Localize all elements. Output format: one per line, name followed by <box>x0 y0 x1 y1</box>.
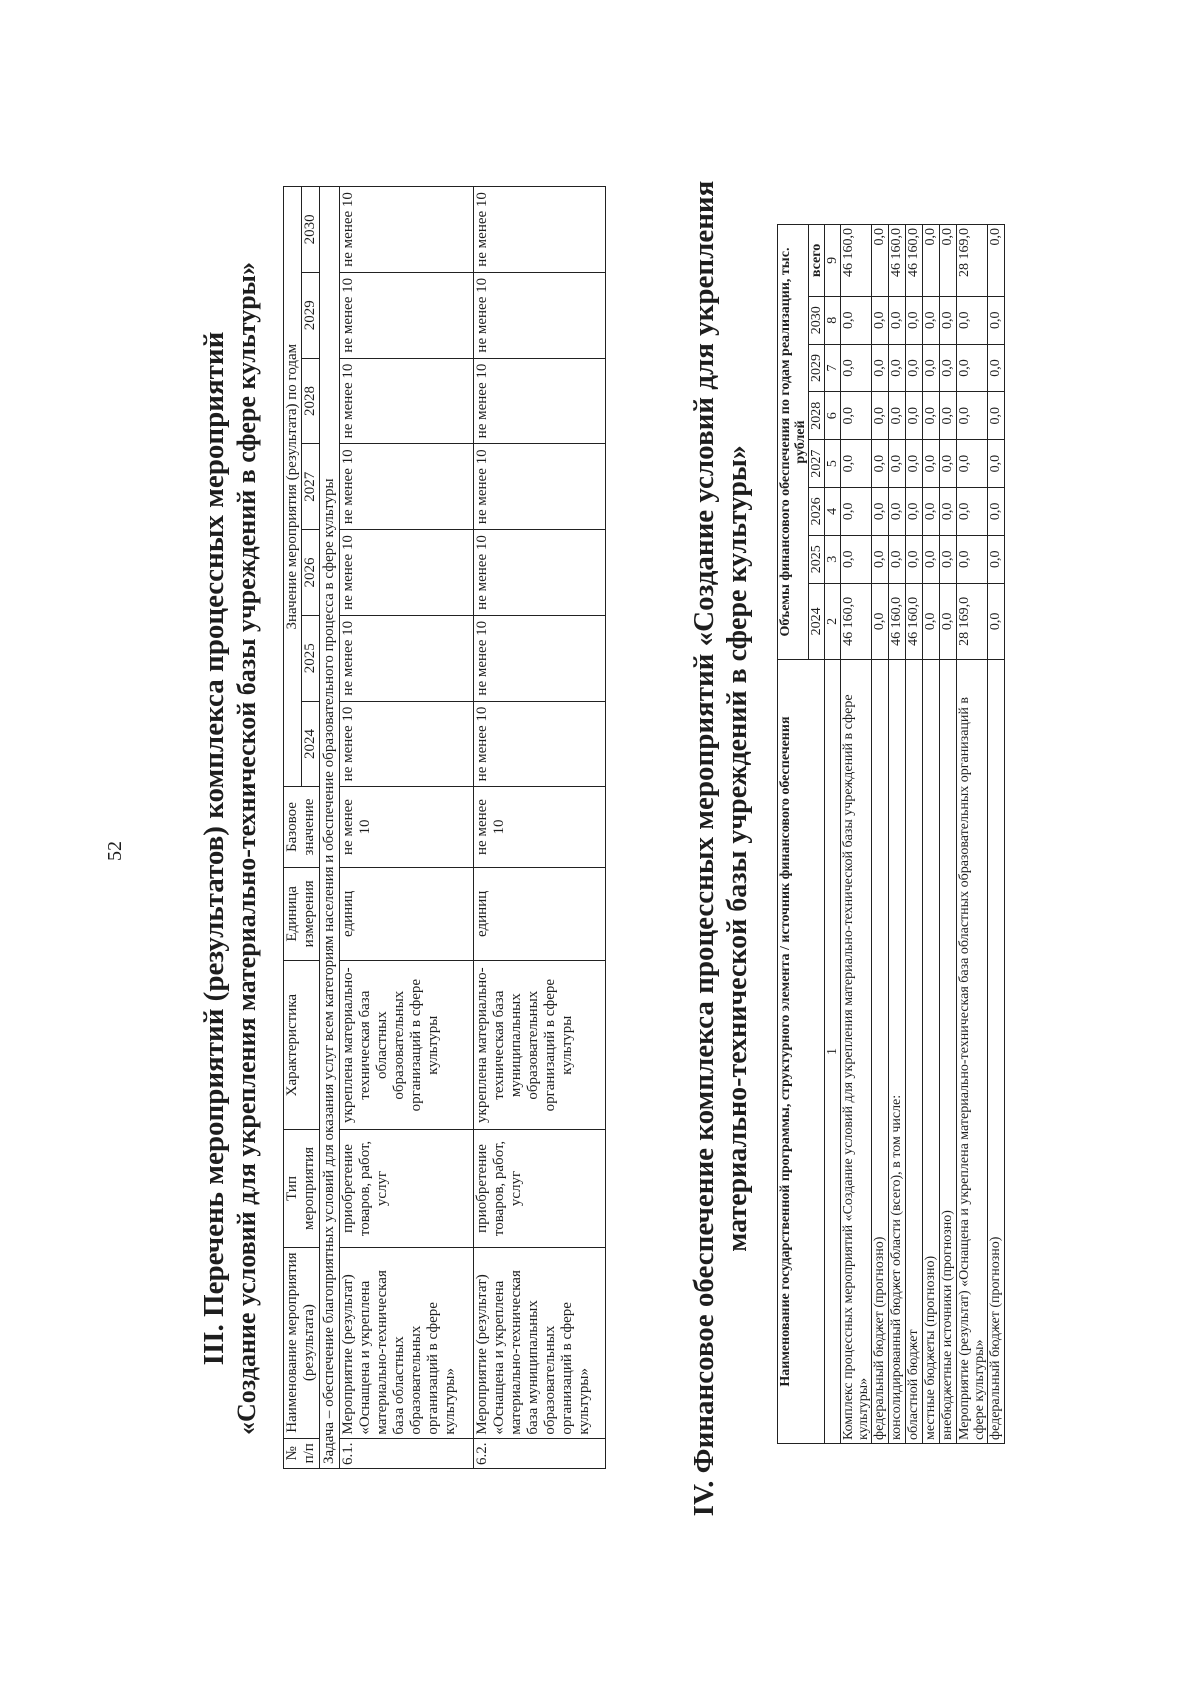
fin-value: 0,0 <box>841 440 872 488</box>
header-year: 2024 <box>302 701 320 787</box>
header-year: 2024 <box>809 583 825 659</box>
section4-subtitle: материально-технической базы учреждений в сфере культуры» <box>722 445 753 1252</box>
results-table <box>283 186 606 1469</box>
fin-row-name: федеральный бюджет (прогнозно) <box>988 660 1005 1444</box>
header-num: № п/п <box>284 1438 320 1468</box>
section3-subtitle: «Создание условий для укрепления материально-технической базы учреждений в сфере культуры» <box>232 262 261 1435</box>
fin-value: 0,0 <box>906 535 923 583</box>
fin-value: 0,0 <box>957 296 988 344</box>
row-num: 6.1. <box>340 1438 474 1468</box>
header-characteristic: Характеристика <box>284 961 320 1130</box>
col-number: 4 <box>825 487 841 535</box>
header-year: 2027 <box>302 444 320 530</box>
col-number: 2 <box>825 583 841 659</box>
fin-value: 0,0 <box>872 392 889 440</box>
fin-total: 0,0 <box>940 225 957 297</box>
fin-value: 0,0 <box>988 583 1005 659</box>
fin-value: 0,0 <box>872 487 889 535</box>
row-num: 6.2. <box>474 1438 606 1468</box>
fin-value: 0,0 <box>872 344 889 392</box>
row-characteristic: укреплена материально-техническая база муниципальных образовательных организаций в сфере культуры <box>474 961 606 1130</box>
fin-row-name: внебюджетные источники (прогнозно) <box>940 660 957 1444</box>
fin-value: 0,0 <box>923 344 940 392</box>
header-year: 2026 <box>809 487 825 535</box>
header-unit: Единица измерения <box>284 867 320 960</box>
fin-value: 46 160,0 <box>841 583 872 659</box>
fin-value: 0,0 <box>906 440 923 488</box>
fin-value: 46 160,0 <box>889 583 906 659</box>
fin-value: 0,0 <box>923 535 940 583</box>
fin-row-name: федеральный бюджет (прогнозно) <box>872 660 889 1444</box>
fin-value: 0,0 <box>957 344 988 392</box>
row-value: не менее 10 <box>474 530 606 616</box>
fin-total: 46 160,0 <box>889 225 906 297</box>
fin-value: 0,0 <box>940 440 957 488</box>
fin-value: 0,0 <box>957 487 988 535</box>
fin-value: 0,0 <box>872 535 889 583</box>
fin-value: 0,0 <box>841 296 872 344</box>
row-value: не менее 10 <box>474 444 606 530</box>
fin-value: 0,0 <box>923 440 940 488</box>
header-year: 2030 <box>302 187 320 273</box>
fin-value: 0,0 <box>988 344 1005 392</box>
row-characteristic: укреплена материально-техническая база областных образовательных организаций в сфере культуры <box>340 961 474 1130</box>
row-value: не менее 10 <box>474 701 606 787</box>
fin-value: 28 169,0 <box>957 583 988 659</box>
row-value: не менее 10 <box>474 187 606 273</box>
row-value: не менее 10 <box>474 615 606 701</box>
fin-value: 0,0 <box>889 535 906 583</box>
fin-value: 0,0 <box>889 296 906 344</box>
page-number: 52 <box>104 841 126 861</box>
row-name: Мероприятие (результат) «Оснащена и укреплена материально-техническая база муниципальных образовательных организаций в сфере культуры» <box>474 1247 606 1438</box>
fin-value: 0,0 <box>940 392 957 440</box>
header-year: 2029 <box>809 344 825 392</box>
fin-value: 0,0 <box>940 535 957 583</box>
fin-value: 0,0 <box>923 487 940 535</box>
fin-value: 0,0 <box>957 535 988 583</box>
fin-total: 28 169,0 <box>957 225 988 297</box>
row-value: не менее 10 <box>474 272 606 358</box>
row-unit: единиц <box>340 867 474 960</box>
row-value: не менее 10 <box>340 615 474 701</box>
row-value: не менее 10 <box>340 701 474 787</box>
fin-value: 0,0 <box>988 440 1005 488</box>
col-number: 6 <box>825 392 841 440</box>
fin-value: 0,0 <box>841 392 872 440</box>
fin-value: 0,0 <box>872 296 889 344</box>
fin-row-name: консолидированный бюджет области (всего), в том числе: <box>889 660 906 1444</box>
header-year: 2025 <box>809 535 825 583</box>
fin-total: 0,0 <box>923 225 940 297</box>
fin-value: 0,0 <box>889 487 906 535</box>
fin-value: 0,0 <box>906 296 923 344</box>
header-year: 2029 <box>302 272 320 358</box>
section3-title: III. Перечень мероприятий (результатов) комплекса процессных мероприятий <box>198 331 230 1366</box>
header-base: Базовое значение <box>284 787 320 867</box>
row-base: не менее 10 <box>340 787 474 867</box>
fin-value: 0,0 <box>906 392 923 440</box>
fin-value: 0,0 <box>872 440 889 488</box>
row-base: не менее 10 <box>474 787 606 867</box>
col-number: 1 <box>825 660 841 1444</box>
fin-value: 0,0 <box>906 344 923 392</box>
header-name: Наименование государственной программы, структурного элемента / источник финансового обеспечения <box>778 660 825 1444</box>
fin-value: 0,0 <box>988 296 1005 344</box>
header-year: 2027 <box>809 440 825 488</box>
fin-value: 0,0 <box>889 392 906 440</box>
fin-row-name: Мероприятие (результат) «Оснащена и укреплена материально-техническая база областных образовательных организаций в сфере культуры» <box>957 660 988 1444</box>
fin-value: 0,0 <box>988 535 1005 583</box>
row-value: не менее 10 <box>340 358 474 444</box>
fin-value: 0,0 <box>923 296 940 344</box>
fin-value: 0,0 <box>889 440 906 488</box>
fin-value: 46 160,0 <box>906 583 923 659</box>
fin-value: 0,0 <box>940 344 957 392</box>
col-number: 8 <box>825 296 841 344</box>
header-year: 2026 <box>302 530 320 616</box>
fin-value: 0,0 <box>889 344 906 392</box>
fin-value: 0,0 <box>872 583 889 659</box>
fin-value: 0,0 <box>906 487 923 535</box>
section4-title: IV. Финансовое обеспечение комплекса процессных мероприятий «Создание условий для укрепления <box>688 180 720 1517</box>
row-unit: единиц <box>474 867 606 960</box>
fin-total: 46 160,0 <box>841 225 872 297</box>
header-year: 2025 <box>302 615 320 701</box>
fin-value: 0,0 <box>988 392 1005 440</box>
fin-value: 0,0 <box>957 440 988 488</box>
row-value: не менее 10 <box>340 272 474 358</box>
row-value: не менее 10 <box>340 530 474 616</box>
fin-value: 0,0 <box>940 583 957 659</box>
fin-total: 0,0 <box>988 225 1005 297</box>
fin-row-name: местные бюджеты (прогнозно) <box>923 660 940 1444</box>
row-value: не менее 10 <box>340 444 474 530</box>
fin-value: 0,0 <box>988 487 1005 535</box>
task-row: Задача – обеспечение благоприятных условий для оказания услуг всем категориям населения и обеспечение образовательного процесса в сфере культуры <box>320 187 340 1469</box>
header-type: Тип мероприятия <box>284 1130 320 1247</box>
header-year: 2028 <box>809 392 825 440</box>
row-value: не менее 10 <box>340 187 474 273</box>
fin-value: 0,0 <box>841 535 872 583</box>
header-year: 2030 <box>809 296 825 344</box>
fin-value: 0,0 <box>841 487 872 535</box>
col-number: 9 <box>825 225 841 297</box>
col-number: 7 <box>825 344 841 392</box>
col-number: 5 <box>825 440 841 488</box>
row-name: Мероприятие (результат) «Оснащена и укреплена материально-техническая база областных образовательных организаций в сфере культуры» <box>340 1247 474 1438</box>
row-type: приобретение товаров, работ, услуг <box>340 1130 474 1247</box>
fin-total: 0,0 <box>872 225 889 297</box>
header-name: Наименование мероприятия (результата) <box>284 1247 320 1438</box>
fin-value: 0,0 <box>940 487 957 535</box>
header-volumes: Объемы финансового обеспечения по годам реализации, тыс. рублей <box>778 225 809 660</box>
fin-row-name: областной бюджет <box>906 660 923 1444</box>
financing-table <box>777 224 1005 1444</box>
fin-value: 0,0 <box>940 296 957 344</box>
row-value: не менее 10 <box>474 358 606 444</box>
fin-value: 0,0 <box>923 392 940 440</box>
fin-value: 0,0 <box>923 583 940 659</box>
fin-row-name: Комплекс процессных мероприятий «Создание условий для укрепления материально-технической базы учреждений в сфере культуры» <box>841 660 872 1444</box>
fin-value: 0,0 <box>957 392 988 440</box>
header-total: всего <box>809 225 825 297</box>
col-number: 3 <box>825 535 841 583</box>
header-year: 2028 <box>302 358 320 444</box>
row-type: приобретение товаров, работ, услуг <box>474 1130 606 1247</box>
fin-value: 0,0 <box>841 344 872 392</box>
fin-total: 46 160,0 <box>906 225 923 297</box>
header-values-by-year: Значение мероприятия (результата) по годам <box>284 187 302 787</box>
